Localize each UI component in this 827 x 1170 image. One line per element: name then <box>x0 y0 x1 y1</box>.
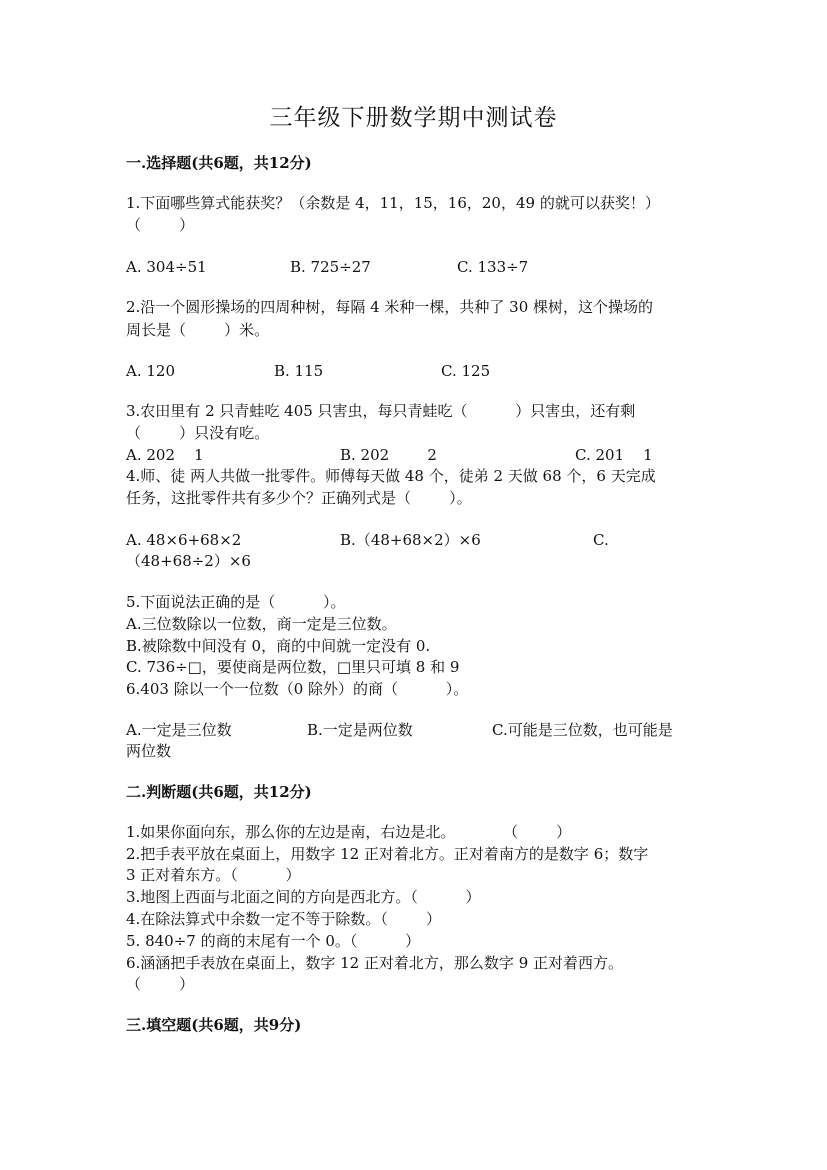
question-2-option-a: A. 120 <box>126 362 175 380</box>
question-4-option-c: C. <box>593 531 609 549</box>
question-6-option-b: B.一定是两位数 <box>307 721 413 739</box>
question-1-option-b: B. 725÷27 <box>290 258 371 276</box>
section-heading-true-false: 二.判断题(共6题，共12分) <box>126 783 312 801</box>
question-3-text: 3.农田里有 2 只青蛙吃 405 只害虫，每只青蛙吃（ ）只害虫，还有剩 <box>126 402 636 420</box>
question-4-option-b: B.（48+68×2）×6 <box>340 531 481 549</box>
judge-item-4: 4.在除法算式中余数一定不等于除数。（ ） <box>126 910 441 928</box>
question-5-option-a: A.三位数除以一位数，商一定是三位数。 <box>126 615 397 633</box>
judge-item-6-cont: （ ） <box>126 975 195 993</box>
question-6-option-c: C.可能是三位数，也可能是 <box>492 721 673 739</box>
judge-item-3: 3.地图上西面与北面之间的方向是西北方。（ ） <box>126 888 481 906</box>
section-heading-choice: 一.选择题(共6题，共12分) <box>126 154 312 172</box>
question-2-option-b: B. 115 <box>274 362 324 380</box>
question-2-text-cont: 周长是（ ）米。 <box>126 321 270 339</box>
question-3-option-c: C. 201 1 <box>575 446 653 464</box>
question-1-option-a: A. 304÷51 <box>126 258 207 276</box>
question-6-option-c-cont: 两位数 <box>126 742 172 760</box>
question-5-option-c: C. 736÷□，要使商是两位数，□里只可填 8 和 9 <box>126 658 460 676</box>
question-5-option-b: B.被除数中间没有 0，商的中间就一定没有 0. <box>126 637 431 655</box>
question-3-text-cont: （ ）只没有吃。 <box>126 424 270 442</box>
question-6-text: 6.403 除以一个一位数（0 除外）的商（ ）。 <box>126 680 469 698</box>
question-4-option-c-cont: （48+68÷2）×6 <box>126 552 251 570</box>
judge-item-1: 1.如果你面向东，那么你的左边是南，右边是北。 （ ） <box>126 823 572 841</box>
question-4-text: 4.师、徒 两人共做一批零件。师傅每天做 48 个，徒弟 2 天做 68 个，6 天完成 <box>126 467 656 485</box>
judge-item-6: 6.涵涵把手表放在桌面上，数字 12 正对着北方，那么数字 9 正对着西方。 <box>126 954 624 972</box>
question-3-option-b: B. 202 2 <box>340 446 437 464</box>
question-2-text: 2.沿一个圆形操场的四周种树，每隔 4 米种一棵，共种了 30 棵树，这个操场的 <box>126 298 654 316</box>
section-heading-fill-blank: 三.填空题(共6题，共9分) <box>126 1016 302 1034</box>
question-5-text: 5.下面说法正确的是（ ）。 <box>126 593 346 611</box>
judge-item-2-cont: 3 正对着东方。（ ） <box>126 866 301 884</box>
question-3-option-a: A. 202 1 <box>126 446 204 464</box>
question-1-option-c: C. 133÷7 <box>457 258 529 276</box>
question-1-text: 1.下面哪些算式能获奖？（余数是 4，11，15，16，20，49 的就可以获奖！） <box>126 194 660 212</box>
judge-item-2: 2.把手表平放在桌面上，用数字 12 正对着北方。正对着南方的是数字 6；数字 <box>126 845 649 863</box>
question-2-option-c: C. 125 <box>441 362 491 380</box>
question-6-option-a: A.一定是三位数 <box>126 721 232 739</box>
question-4-text-cont: 任务，这批零件共有多少个？正确列式是（ ）。 <box>126 489 472 507</box>
page-title: 三年级下册数学期中测试卷 <box>269 105 558 131</box>
question-1-blank: （ ） <box>126 216 195 234</box>
question-4-option-a: A. 48×6+68×2 <box>126 531 242 549</box>
judge-item-5: 5. 840÷7 的商的末尾有一个 0。（ ） <box>126 932 421 950</box>
